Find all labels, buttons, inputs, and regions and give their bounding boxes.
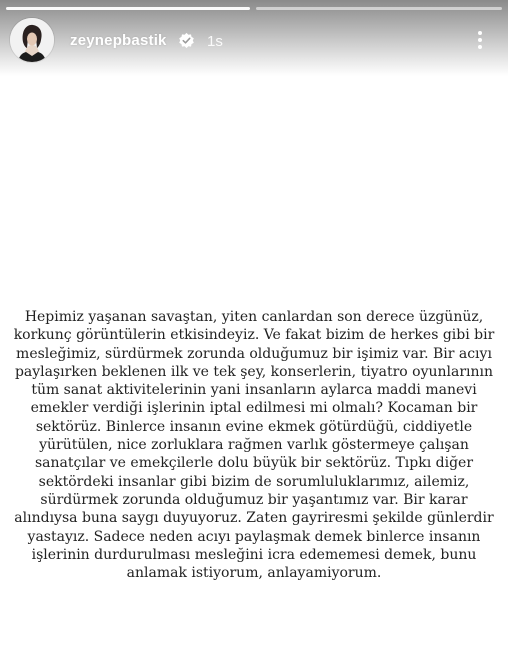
avatar[interactable] — [10, 18, 54, 62]
story-text-line: sanatçılar ve emekçilerle dolu büyük bir sektörüz. Tıpkı diğer — [34, 455, 474, 472]
story-text-line: sürdürmek zorunda olduğumuz bir yaşantımız var. Bir karar — [40, 491, 468, 508]
story-text-line: yürütülen, nice zorluklara rağmen varlık göstermeye çalışan — [39, 437, 469, 454]
story-text-line: anlamak istiyorum, anlayamiyorum. — [126, 565, 382, 582]
story-progress-segment-1 — [6, 7, 250, 10]
story-progress-segment-2 — [256, 7, 502, 10]
story-text-line: sektördeki insanlar gibi bizim de sorumluluklarımız, ailemiz, — [38, 473, 470, 490]
more-vertical-icon[interactable] — [472, 28, 488, 54]
avatar-image — [10, 18, 54, 62]
story-text-line: yastayız. Sadece neden acıyı paylaşmak demek binlerce insanın — [27, 528, 481, 545]
story-text-line: tüm sanat aktivitelerinin yani insanların aylarca maddi manevi — [31, 382, 477, 399]
story-timestamp: 1s — [207, 33, 223, 50]
story-text-line: paylaşırken beklenen ilk ve tek şey, konserlerin, tiyatro oyunlarının — [14, 363, 494, 380]
verified-badge-icon — [178, 32, 195, 49]
story-text-line: korkunç görüntülerin etkisindeyiz. Ve fakat bizim de herkes gibi bir — [13, 327, 495, 344]
story-text-line: sektörüz. Binlerce insanın evine ekmek götürdüğü, ciddiyetle — [35, 418, 473, 435]
story-text-line: alındıysa buna saygı duyuyoruz. Zaten gayriresmi şekilde günlerdir — [14, 510, 494, 527]
story-header — [0, 0, 508, 76]
story-text-line: emekler verdiği işlerinin iptal edilmesi mi olmalı? Kocaman bir — [30, 400, 478, 417]
story-text-line: mesleğimiz, sürdürmek zorunda olduğumuz bir işimiz var. Bir acıyı — [16, 345, 492, 362]
story-text-line: işlerinin durdurulması mesleğini icra edememesi demek, bunu — [31, 546, 477, 563]
story-text — [0, 308, 508, 582]
story-text-line: Hepimiz yaşanan savaştan, yiten canlardan son derece üzgünüz, — [24, 309, 484, 325]
username[interactable]: zeynepbastik — [70, 32, 167, 49]
